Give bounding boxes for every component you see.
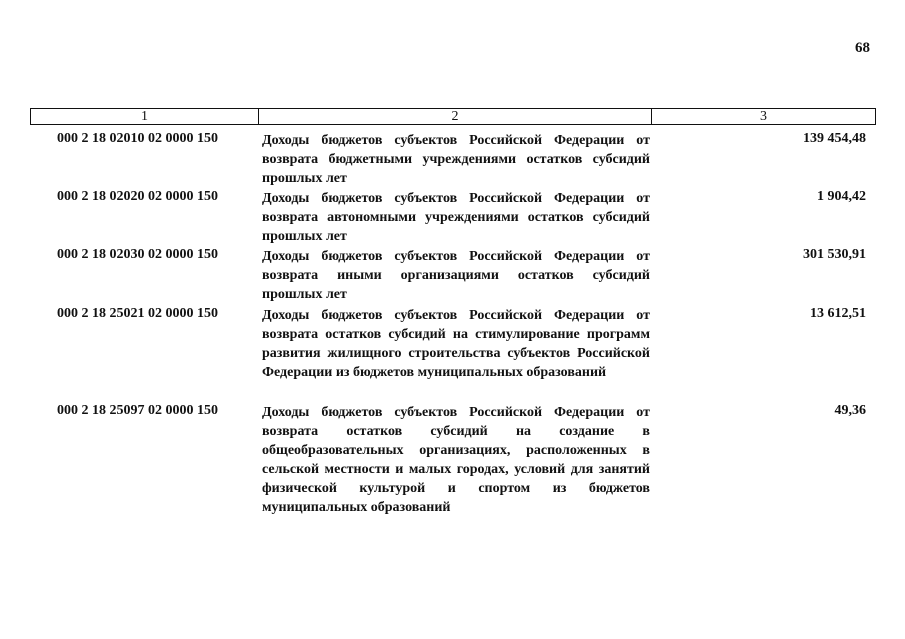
description: Доходы бюджетов субъектов Российской Федерации от возврата иными организациями остатков субсидий прошлых лет: [262, 249, 650, 302]
description: Доходы бюджетов субъектов Российской Федерации от возврата автономными учреждениями остатков субсидий прошлых лет: [262, 191, 650, 244]
description: Доходы бюджетов субъектов Российской Федерации от возврата остатков субсидий на стимулирование программ развития жилищного строительства субъектов Российской Федерации из бюджетов муниципальных образований: [262, 308, 650, 380]
amount: 139 454,48: [803, 131, 866, 146]
amount: 49,36: [834, 403, 866, 418]
page-number: 68: [855, 40, 870, 56]
description: Доходы бюджетов субъектов Российской Федерации от возврата бюджетными учреждениями остатков субсидий прошлых лет: [262, 133, 650, 186]
column-header-2: 2: [259, 109, 652, 124]
table-header: [30, 108, 876, 125]
amount: 13 612,51: [810, 306, 866, 321]
budget-code: 000 2 18 02030 02 0000 150: [57, 247, 218, 262]
budget-code: 000 2 18 25021 02 0000 150: [57, 306, 218, 321]
description: Доходы бюджетов субъектов Российской Федерации от возврата остатков субсидий на создание в общеобразовательных организациях, расположенных в сельской местности и малых городах, условий для занятий физической культурой и спортом из бюджетов муниципальных образований: [262, 405, 650, 515]
amount: 1 904,42: [817, 189, 866, 204]
column-header-3: 3: [760, 109, 767, 124]
budget-code: 000 2 18 02020 02 0000 150: [57, 189, 218, 204]
budget-code: 000 2 18 02010 02 0000 150: [57, 131, 218, 146]
column-header-1: 1: [31, 109, 259, 124]
amount: 301 530,91: [803, 247, 866, 262]
budget-code: 000 2 18 25097 02 0000 150: [57, 403, 218, 418]
